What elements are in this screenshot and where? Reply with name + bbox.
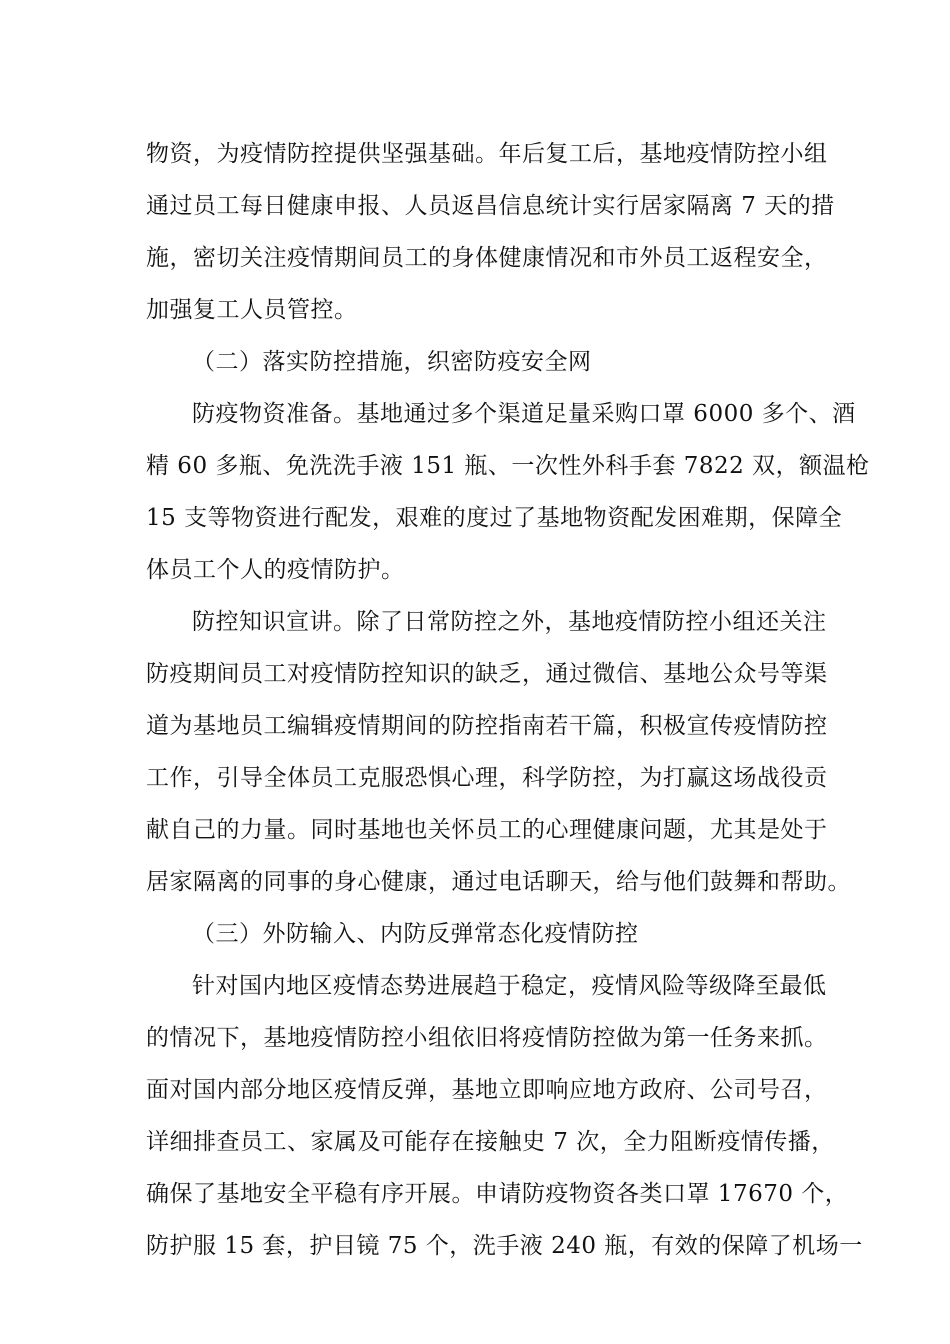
text-line: 居家隔离的同事的身心健康，通过电话聊天，给与他们鼓舞和帮助。 [146,869,851,895]
text-line: 防控知识宣讲。除了日常防控之外，基地疫情防控小组还关注 [192,609,827,635]
document-body [146,128,870,1272]
text-line: 的情况下，基地疫情防控小组依旧将疫情防控做为第一任务来抓。 [146,1025,828,1051]
text-line: 工作，引导全体员工克服恐惧心理，科学防控，为打赢这场战役贡 [146,765,828,791]
text-line: 道为基地员工编辑疫情期间的防控指南若干篇，积极宣传疫情防控 [146,713,828,739]
text-line: 防疫期间员工对疫情防控知识的缺乏，通过微信、基地公众号等渠 [146,661,828,687]
text-line: 献自己的力量。同时基地也关怀员工的心理健康问题，尤其是处于 [146,817,828,843]
text-line: 确保了基地安全平稳有序开展。申请防疫物资各类口罩 17670 个， [146,1181,849,1207]
text-line: 精 60 多瓶、免洗洗手液 151 瓶、一次性外科手套 7822 双，额温枪 [146,453,870,479]
text-line: 施，密切关注疫情期间员工的身体健康情况和市外员工返程安全， [146,245,828,271]
text-line: 加强复工人员管控。 [146,297,358,323]
text-line: 15 支等物资进行配发，艰难的度过了基地物资配发困难期，保障全 [146,505,843,531]
text-line: 防护服 15 套，护目镜 75 个，洗手液 240 瓶，有效的保障了机场一 [146,1233,863,1259]
section-heading: （二）落实防控措施，织密防疫安全网 [192,349,592,375]
text-line: 物资，为疫情防控提供坚强基础。年后复工后，基地疫情防控小组 [146,141,828,167]
text-line: 通过员工每日健康申报、人员返昌信息统计实行居家隔离 7 天的措 [146,193,835,219]
text-line: 针对国内地区疫情态势进展趋于稳定，疫情风险等级降至最低 [192,973,827,999]
text-line: 防疫物资准备。基地通过多个渠道足量采购口罩 6000 多个、酒 [192,401,856,427]
section-heading: （三）外防输入、内防反弹常态化疫情防控 [192,921,639,947]
text-line: 面对国内部分地区疫情反弹，基地立即响应地方政府、公司号召， [146,1077,828,1103]
text-line: 详细排查员工、家属及可能存在接触史 7 次，全力阻断疫情传播， [146,1129,835,1155]
text-line: 体员工个人的疫情防护。 [146,557,405,583]
